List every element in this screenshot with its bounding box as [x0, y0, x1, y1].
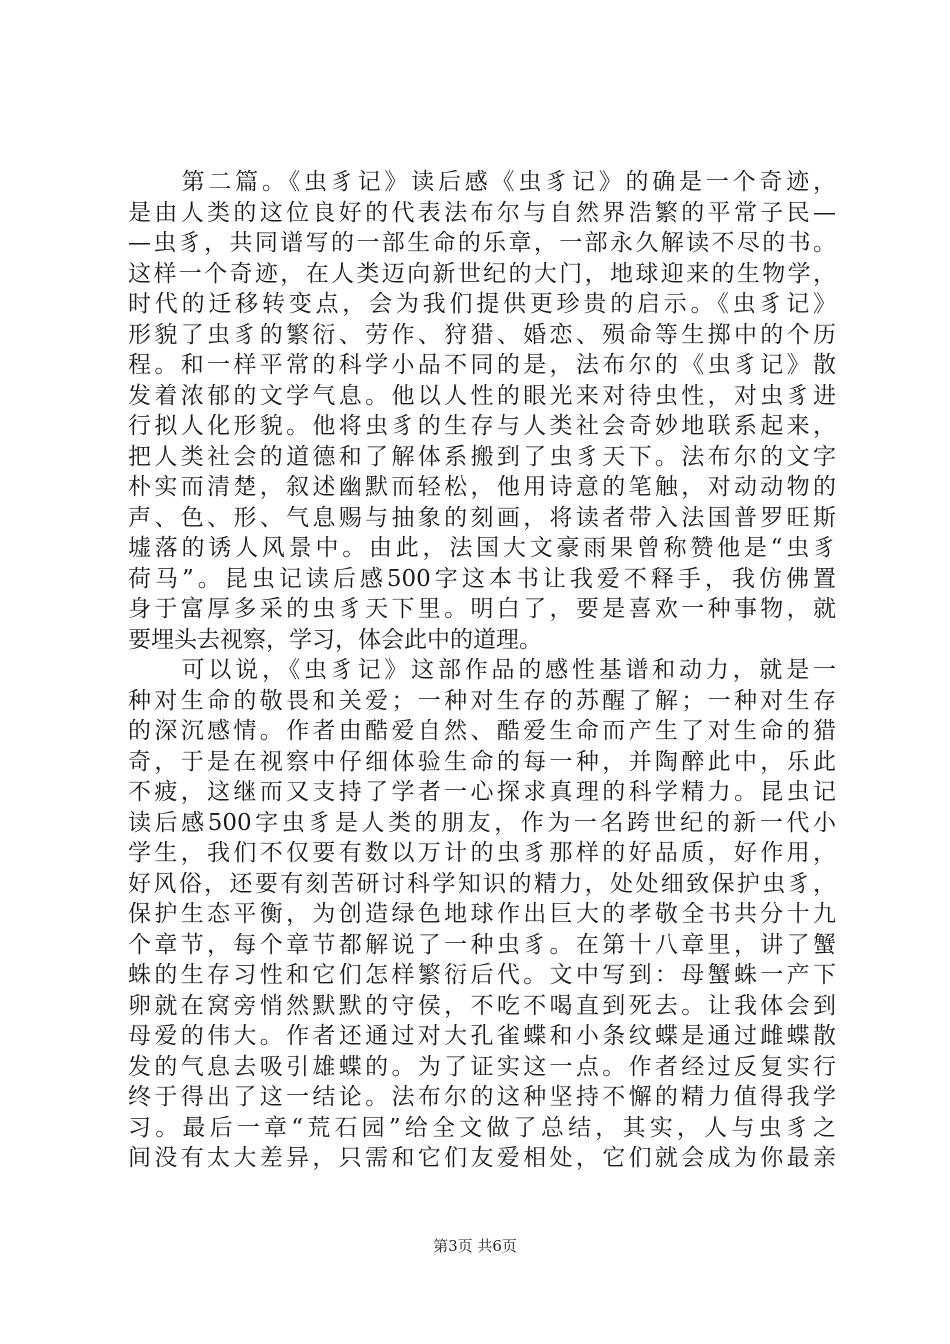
text-line: 行拟人化形貌。他将虫豸的生存与人类社会奇妙地联系起来， — [128, 413, 836, 439]
text-line: 卵就在窝旁悄然默默的守侯，不吃不喝直到死去。让我体会到 — [128, 992, 836, 1019]
text-line: 发的气息去吸引雄蝶的。为了证实这一点。作者经过反复实行 — [128, 1053, 836, 1080]
text-line: —虫豸，共同谱写的一部生命的乐章，一部永久解读不尽的书。 — [128, 230, 836, 256]
text-line: 习。最后一章“荒石园”给全文做了总结，其实，人与虫豸之 — [128, 1114, 836, 1141]
text-line: 是由人类的这位良好的代表法布尔与自然界浩繁的平常子民— — [128, 199, 836, 226]
text-line: 读后感500字虫豸是人类的朋友，作为一名跨世纪的新一代小 — [128, 809, 836, 836]
body-text — [128, 167, 836, 1174]
text-line: 好风俗，还要有刻苦研讨科学知识的精力，处处细致保护虫豸， — [128, 870, 836, 897]
text-line: 不疲，这继而又支持了学者一心探求真理的科学精力。昆虫记 — [128, 779, 836, 805]
text-line: 蛛的生存习性和它们怎样繁衍后代。文中写到：母蟹蛛一产下 — [128, 962, 836, 988]
text-line: 间没有太大差异，只需和它们友爱相处，它们就会成为你最亲 — [128, 1145, 836, 1171]
text-line: 第二篇。《虫豸记》读后感《虫豸记》的确是一个奇迹， — [128, 169, 836, 195]
text-line: 这样一个奇迹，在人类迈向新世纪的大门，地球迎来的生物学， — [128, 260, 836, 287]
text-line: 把人类社会的道德和了解体系搬到了虫豸天下。法布尔的文字 — [128, 443, 836, 470]
text-line: 种对生命的敬畏和关爱；一种对生存的苏醒了解；一种对生存 — [128, 687, 836, 714]
text-line: 的深沉感情。作者由酷爱自然、酷爱生命而产生了对生命的猎 — [128, 718, 836, 744]
text-line: 身于富厚多采的虫豸天下里。明白了，要是喜欢一种事物，就 — [128, 596, 836, 622]
text-line: 朴实而清楚，叙述幽默而轻松，他用诗意的笔触，对动动物的 — [128, 474, 836, 500]
page-number-footer: 第3页 共6页 — [433, 1237, 517, 1255]
text-line: 声、色、形、气息赐与抽象的刻画，将读者带入法国普罗旺斯 — [128, 504, 836, 531]
text-line: 墟落的诱人风景中。由此，法国大文豪雨果曾称赞他是“虫豸 — [128, 535, 836, 561]
text-line: 可以说，《虫豸记》这部作品的感性基谱和动力，就是一 — [128, 657, 836, 683]
text-line: 要埋头去视察，学习，体会此中的道理。 — [128, 626, 542, 653]
text-line: 发着浓郁的文学气息。他以人性的眼光来对待虫性，对虫豸进 — [128, 382, 836, 409]
text-line: 形貌了虫豸的繁衍、劳作、狩猎、婚恋、殒命等生掷中的个历 — [128, 321, 836, 348]
text-line: 荷马”。昆虫记读后感500字这本书让我爱不释手，我仿佛置 — [128, 565, 836, 592]
text-line: 时代的迁移转变点，会为我们提供更珍贵的启示。《虫豸记》 — [128, 291, 836, 317]
text-line: 终于得出了这一结论。法布尔的这种坚持不懈的精力值得我学 — [128, 1084, 836, 1110]
text-line: 保护生态平衡，为创造绿色地球作出巨大的孝敬全书共分十九 — [128, 901, 836, 927]
text-line: 学生，我们不仅要有数以万计的虫豸那样的好品质，好作用， — [128, 840, 836, 866]
text-line: 奇，于是在视察中仔细体验生命的每一种，并陶醉此中，乐此 — [128, 748, 836, 775]
text-line: 母爱的伟大。作者还通过对大孔雀蝶和小条纹蝶是通过雌蝶散 — [128, 1023, 836, 1049]
text-line: 程。和一样平常的科学小品不同的是，法布尔的《虫豸记》散 — [128, 352, 836, 378]
text-line: 个章节，每个章节都解说了一种虫豸。在第十八章里，讲了蟹 — [128, 931, 836, 958]
